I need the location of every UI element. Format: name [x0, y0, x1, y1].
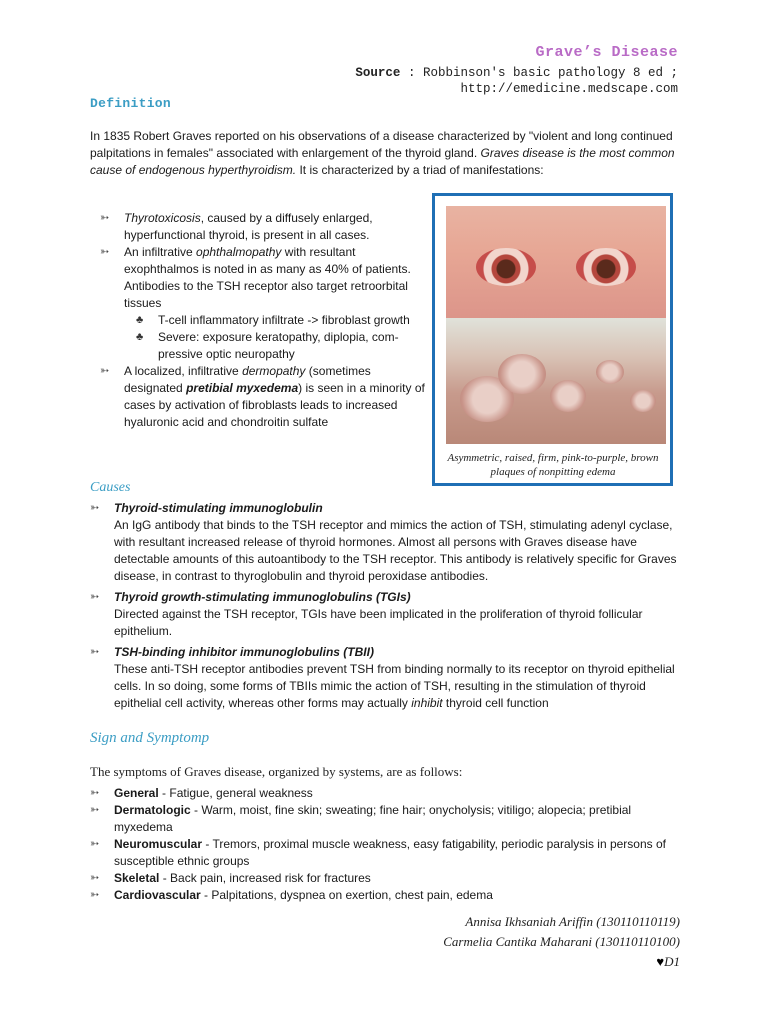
- cause-body: Directed against the TSH receptor, TGIs have been implicated in the proliferation of thyroid follicular epithelium.: [114, 607, 643, 638]
- causes-heading: Causes: [90, 480, 131, 495]
- manifestation-2-italic: ophthalmopathy: [196, 245, 282, 259]
- list-item: [100, 244, 430, 312]
- manifestation-1-italic: Thyrotoxicosis: [124, 211, 201, 225]
- authors-block: [443, 912, 680, 972]
- arrow-bullet-icon: ➳: [90, 646, 100, 658]
- arrow-bullet-icon: ➳: [90, 804, 100, 816]
- source-label: Source: [355, 66, 401, 80]
- arrow-bullet-icon: ➳: [90, 787, 100, 799]
- manifestation-2-text: with resultant exophthalmos is noted in as many as 40% of patients. Antibodies to the TSH receptor also target retroorbital tissues: [124, 245, 411, 310]
- manifestation-3-pre: A localized, infiltrative: [124, 364, 243, 378]
- class-tag: ♥D1: [656, 954, 680, 969]
- definition-paragraph: [90, 128, 690, 179]
- definition-text-1: In 1835 Robert Graves reported on his observations of a disease characterized by "violent and long continued palpitations in females" associated with enlargement of the thyroid gland.: [90, 129, 673, 160]
- manifestations-list: [100, 210, 430, 431]
- cause-body: These anti-TSH receptor antibodies prevent TSH from binding normally to its receptor on thyroid epithelial cells. In so doing, some forms of TBIIs mimic the action of TSH, resulting in the stimulation of thyroid epithelial cell activity, whereas other forms may actually inhibit thyroid cell function: [114, 662, 675, 710]
- manifestation-3-mid: (sometimes designated: [124, 364, 371, 395]
- arrow-bullet-icon: ➳: [100, 365, 110, 377]
- cause-title: ➳ Thyroid-stimulating immunoglobulin: [90, 501, 323, 515]
- arrow-bullet-icon: ➳: [90, 591, 100, 603]
- right-eye: [576, 248, 636, 286]
- source-url: http://emedicine.medscape.com: [460, 82, 678, 96]
- pretibial-myxedema-photo: [446, 318, 666, 444]
- definition-text-italic: Graves disease is the most common cause of endogenous hyperthyroidism.: [90, 146, 675, 177]
- sub-list-item: [100, 329, 430, 363]
- arrow-bullet-icon: ➳: [90, 838, 100, 850]
- sub-item-1: T-cell inflammatory infiltrate -> fibroblast growth: [158, 313, 410, 327]
- definition-heading: Definition: [90, 96, 172, 111]
- author-2: Carmelia Cantika Maharani (130110110100): [443, 934, 680, 949]
- author-1: Annisa Ikhsaniah Ariffin (130110110119): [465, 914, 680, 929]
- heart-icon: ♥: [656, 954, 665, 969]
- arrow-bullet-icon: ➳: [90, 872, 100, 884]
- causes-list: [90, 500, 690, 716]
- cause-title: ➳ TSH-binding inhibitor immunoglobulins (TBII): [90, 645, 374, 659]
- manifestation-1-text: , caused by a diffusely enlarged, hyperfunctional thyroid, is present in all cases.: [124, 211, 373, 242]
- arrow-bullet-icon: ➳: [90, 889, 100, 901]
- list-item: ➳ Dermatologic - Warm, moist, fine skin; sweating; fine hair; onycholysis; vitiligo; alopecia; pretibial myxedema: [90, 803, 632, 834]
- figure-caption: Asymmetric, raised, firm, pink-to-purple, brown plaques of nonpitting edema: [447, 452, 659, 478]
- arrow-bullet-icon: ➳: [100, 212, 110, 224]
- manifestation-2-pre: An infiltrative: [124, 245, 197, 259]
- cause-body: An IgG antibody that binds to the TSH receptor and mimics the action of TSH, stimulating adenyl cyclase, with resultant increased release of thyroid hormones. Almost all persons with Graves disease have detectable amounts of this autoantibody to the TSH receptor. This antibody is relatively specific for Graves disease, in contrast to thyroglobulin and thyroid peroxidase antibodies.: [114, 518, 677, 583]
- list-item: ➳ Skeletal - Back pain, increased risk for fractures: [90, 871, 371, 885]
- list-item: [100, 210, 430, 244]
- sub-item-2: Severe: exposure keratopathy, diplopia, com-pressive optic neuropathy: [158, 330, 399, 361]
- manifestation-3-bold-italic: pretibial myxedema: [186, 381, 299, 395]
- cause-title: ➳ Thyroid growth-stimulating immunoglobulins (TGIs): [90, 590, 411, 604]
- source-block: [355, 65, 678, 97]
- symptoms-list: [90, 785, 690, 904]
- manifestation-3-text: ) is seen in a minority of cases by activation of fibroblasts leads to increased hyaluronic acid and chondroitin sulfate: [124, 381, 425, 429]
- arrow-bullet-icon: ➳: [90, 502, 100, 514]
- plaque: [550, 380, 586, 412]
- club-bullet-icon: ♣: [136, 331, 144, 343]
- plaque: [498, 354, 546, 394]
- left-eye: [476, 248, 536, 286]
- list-item: ➳ General - Fatigue, general weakness: [90, 786, 313, 800]
- manifestation-3-italic: dermopathy: [242, 364, 306, 378]
- definition-text-2: It is characterized by a triad of manifestations:: [296, 163, 544, 177]
- list-item: ➳ Cardiovascular - Palpitations, dyspnea on exertion, chest pain, edema: [90, 888, 493, 902]
- clinical-figure: [432, 193, 673, 486]
- arrow-bullet-icon: ➳: [100, 246, 110, 258]
- plaque: [596, 360, 624, 384]
- signs-heading: Sign and Symptomp: [90, 730, 210, 746]
- page-title: Grave’s Disease: [535, 44, 678, 61]
- club-bullet-icon: ♣: [136, 314, 144, 326]
- list-item: ➳ Neuromuscular - Tremors, proximal muscle weakness, easy fatigability, periodic paralysis in persons of susceptible ethnic groups: [90, 837, 666, 868]
- exophthalmos-photo: [446, 206, 666, 318]
- sub-list-item: [100, 312, 430, 329]
- source-text: : Robbinson's basic pathology 8 ed ;: [407, 66, 678, 80]
- signs-intro: The symptoms of Graves disease, organized by systems, are as follows:: [90, 764, 463, 779]
- plaque: [630, 390, 656, 412]
- list-item: [100, 363, 430, 431]
